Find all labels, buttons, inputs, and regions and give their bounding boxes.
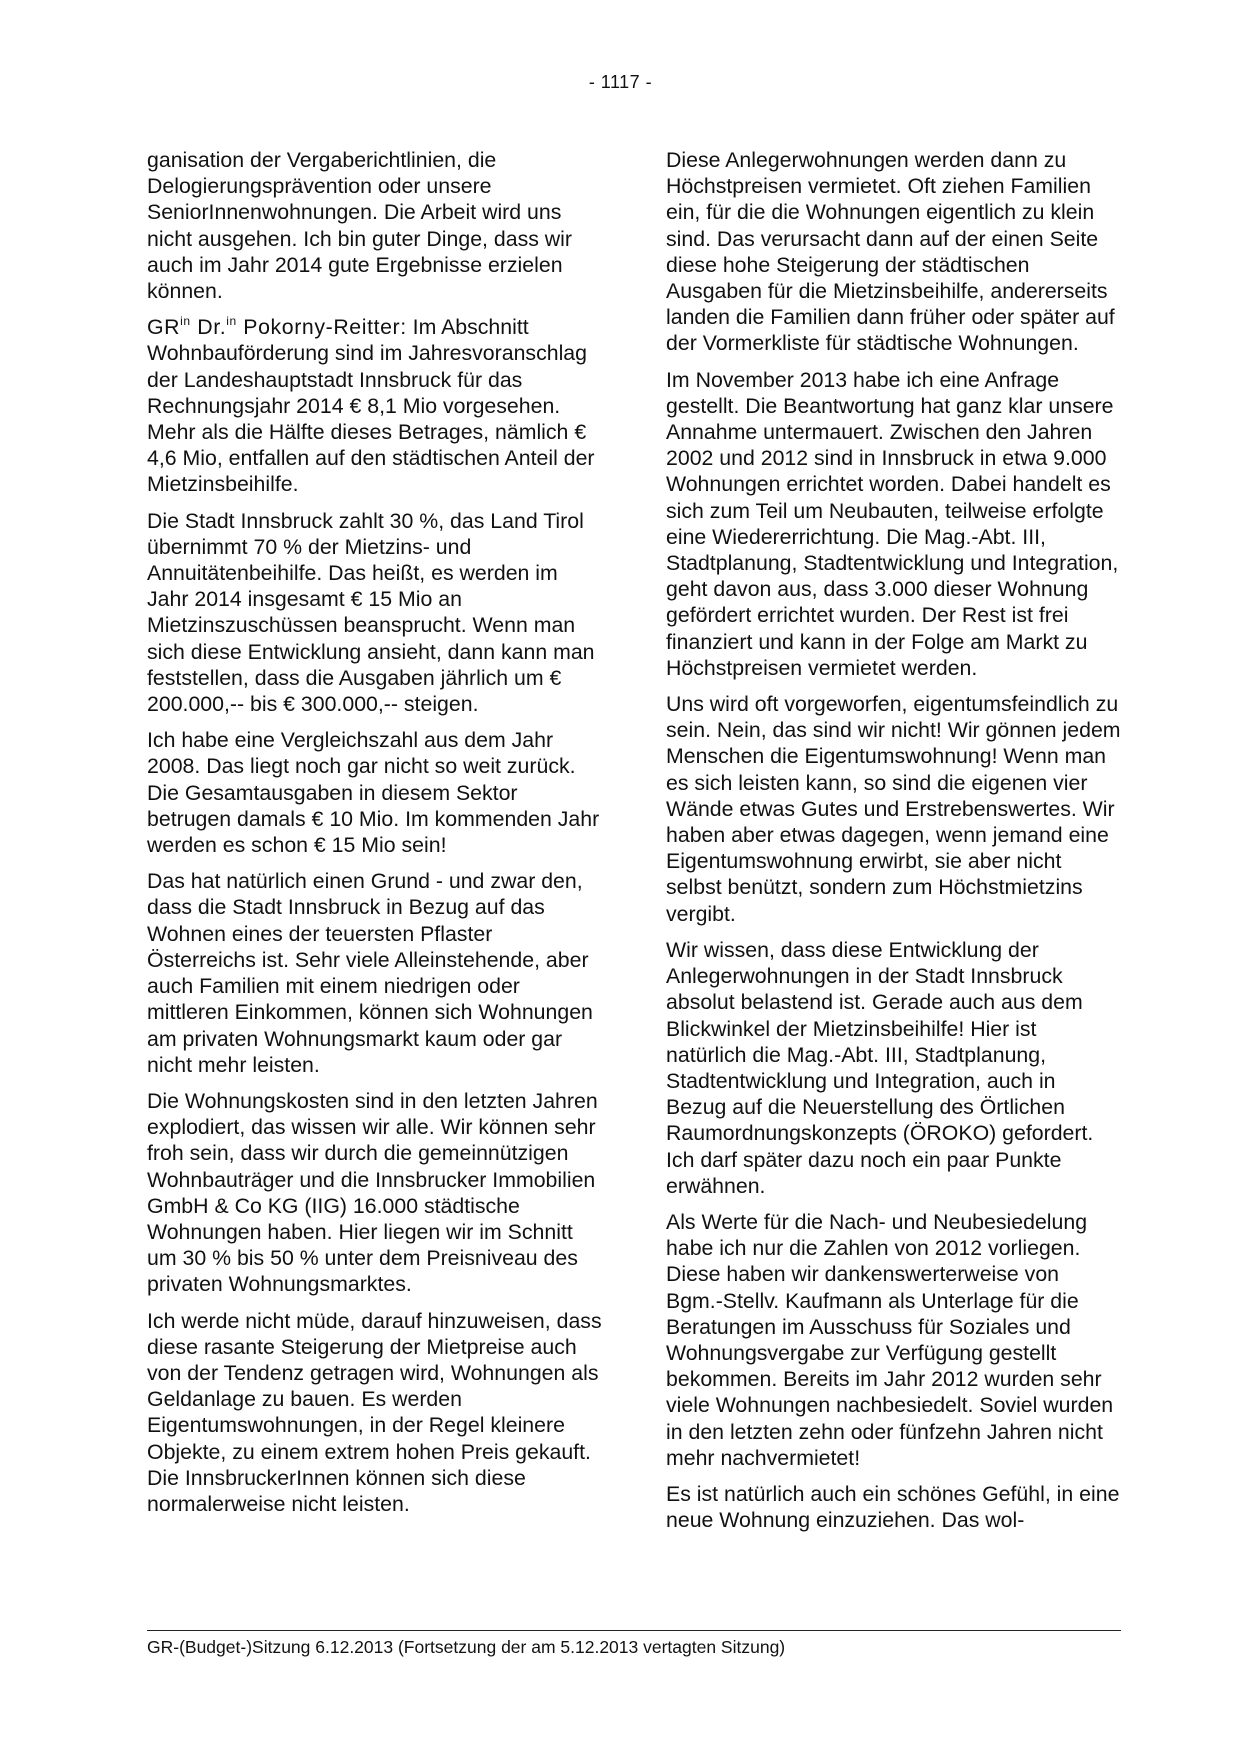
paragraph: Die Wohnungskosten sind in den letzten Jahren explodiert, das wissen wir alle. Wir können sehr froh sein, dass wir durch die gemeinnützigen Wohnbauträger und die Innsbrucker Immobilien GmbH & Co KG (IIG) 16.000 städtische Wohnungen haben. Hier liegen wir im Schnitt um 30 % bis 50 % unter dem Preisniveau des privaten Wohnungsmarktes. [147, 1088, 598, 1297]
speaker-text: Im Abschnitt Wohnbauförderung sind im Jahresvoranschlag der Landeshauptstadt Innsbruck für das Rechnungsjahr 2014 € 8,1 Mio vorgesehen. Mehr als die Hälfte dieses Betrages, nämlich € 4,6 Mio, entfallen auf den städtischen Anteil der Mietzinsbeihilfe. [147, 315, 595, 497]
paragraph: Die Stadt Innsbruck zahlt 30 %, das Land Tirol übernimmt 70 % der Mietzins- und Annuitätenbeihilfe. Das heißt, es werden im Jahr 2014 insgesamt € 15 Mio an Mietzinszuschüssen beansprucht. Wenn man sich diese Entwicklung ansieht, dann kann man feststellen, dass die Ausgaben jährlich um € 200.000,-- bis € 300.000,-- steigen. [147, 508, 595, 717]
footer-text: GR-(Budget-)Sitzung 6.12.2013 (Fortsetzung der am 5.12.2013 vertagten Sitzung) [147, 1637, 786, 1657]
speaker-prefix: GR [147, 315, 181, 340]
paragraph: Ich habe eine Vergleichszahl aus dem Jahr 2008. Das liegt noch gar nicht so weit zurück. Die Gesamtausgaben in diesem Sektor betrugen damals € 10 Mio. Im kommenden Jahr werden es schon € 15 Mio sein! [147, 728, 600, 858]
paragraph: Uns wird oft vorgeworfen, eigentumsfeindlich zu sein. Nein, das sind wir nicht! Wir gönnen jedem Menschen die Eigentumswohnung! Wenn man es sich leisten kann, so sind die eigenen vier Wände etwas Gutes und Erstrebenswertes. Wir haben aber etwas dagegen, wenn jemand eine Eigentumswohnung erwirbt, sie aber nicht selbst benützt, sondern zum Höchstmietzins vergibt. [666, 692, 1121, 926]
speaker-title-sup: in [226, 314, 237, 329]
right-column [666, 147, 1121, 1543]
speaker-surname: Pokorny-Reitter: [236, 315, 407, 340]
speaker-paragraph [147, 314, 602, 497]
paragraph: ganisation der Vergaberichtlinien, die Delogierungsprävention oder unsere SeniorInnenwohnungen. Die Arbeit wird uns nicht ausgehen. Ich bin guter Dinge, dass wir auch im Jahr 2014 gute Ergebnisse erzielen können. [147, 148, 573, 304]
paragraph: Ich werde nicht müde, darauf hinzuweisen, dass diese rasante Steigerung der Mietpreise auch von der Tendenz getragen wird, Wohnungen als Geldanlage zu bauen. Es werden Eigentumswohnungen, in der Regel kleinere Objekte, zu einem extrem hohen Preis gekauft. Die InnsbruckerInnen können sich diese normalerweise nicht leisten. [147, 1308, 602, 1516]
paragraph: Als Werte für die Nach- und Neubesiedelung habe ich nur die Zahlen von 2012 vorliegen. Diese haben wir dankenswerterweise von Bgm.-Stellv. Kaufmann als Unterlage für die Beratungen im Ausschuss für Soziales und Wohnungsvergabe zur Verfügung gestellt bekommen. Bereits im Jahr 2012 wurden sehr viele Wohnungen nachbesiedelt. Soviel wurden in den letzten zehn oder fünfzehn Jahren nicht mehr nachvermietet! [666, 1209, 1114, 1470]
paragraph: Wir wissen, dass diese Entwicklung der Anlegerwohnungen in der Stadt Innsbruck absolut belastend ist. Gerade auch aus dem Blickwinkel der Mietzinsbeihilfe! Hier ist natürlich die Mag.-Abt. III, Stadtplanung, Stadtentwicklung und Integration, auch in Bezug auf die Neuerstellung des Örtlichen Raumordnungskonzepts (ÖROKO) gefordert. Ich darf später dazu noch ein paar Punkte erwähnen. [666, 937, 1094, 1198]
page-number: - 1117 - [588, 72, 653, 92]
paragraph: Das hat natürlich einen Grund - und zwar den, dass die Stadt Innsbruck in Bezug auf das Wohnen eines der teuersten Pflaster Österreichs ist. Sehr viele Alleinstehende, aber auch Familien mit einem niedrigen oder mittleren Einkommen, können sich Wohnungen am privaten Wohnungsmarkt kaum oder gar nicht mehr leisten. [147, 869, 593, 1077]
speaker-title: Dr. [190, 315, 227, 340]
speaker-prefix-sup: in [180, 314, 191, 329]
paragraph: Im November 2013 habe ich eine Anfrage gestellt. Die Beantwortung hat ganz klar unsere Annahme untermauert. Zwischen den Jahren 2002 und 2012 sind in Innsbruck in etwa 9.000 Wohnungen errichtet worden. Dabei handelt es sich zum Teil um Neubauten, teilweise erfolgte eine Wiedererrichtung. Die Mag.-Abt. III, Stadtplanung, Stadtentwicklung und Integration, geht davon aus, dass 3.000 dieser Wohnung gefördert errichtet wurden. Der Rest ist frei finanziert und kann in der Folge am Markt zu Höchstpreisen vermietet werden. [666, 367, 1119, 680]
paragraph: Diese Anlegerwohnungen werden dann zu Höchstpreisen vermietet. Oft ziehen Familien ein, für die die Wohnungen eigentlich zu klein sind. Das verursacht dann auf der einen Seite diese hohe Steigerung der städtischen Ausgaben für die Mietzinsbeihilfe, andererseits landen die Familien dann früher oder später auf der Vormerkliste für städtische Wohnungen. [666, 148, 1115, 356]
footer-divider [147, 1630, 1121, 1631]
left-column [147, 147, 602, 1527]
paragraph: Es ist natürlich auch ein schönes Gefühl, in eine neue Wohnung einzuziehen. Das wol- [666, 1481, 1120, 1533]
speaker-name [147, 315, 407, 339]
